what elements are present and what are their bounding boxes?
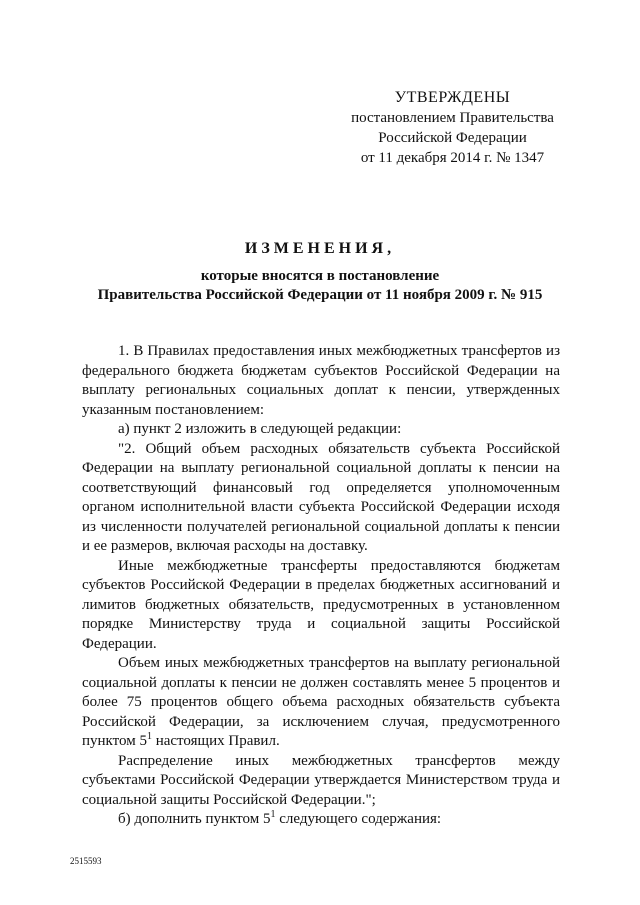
paragraph-5-tail: настоящих Правил. (151, 733, 280, 749)
paragraph-5-text: Объем иных межбюджетных трансфертов на выплату региональной социальной доплаты к пенсии не должен составлять менее 5 процентов и более 75 процентов общего объема расходных обязательств субъекта Российской Федерации, за исключением случая, предусмотренного пунктом 5 (82, 655, 560, 749)
subtitle-line-1: которые вносятся в постановление (200, 268, 440, 284)
document-title: ИЗМЕНЕНИЯ, (244, 240, 396, 257)
paragraph-5 (82, 654, 560, 752)
paragraph-7-text: б) дополнить пунктом 5 (118, 811, 271, 827)
approval-line-3: от 11 декабря 2014 г. № 1347 (360, 150, 545, 166)
paragraph-3: "2. Общий объем расходных обязательств субъекта Российской Федерации на выплату региональной социальной доплаты к пенсии на соответствующий финансовый год определяется уполномоченным органом исполнительной власти субъекта Российской Федерации исходя из численности получателей региональной социальной доплаты к пенсии и ее размеров, включая расходы на доставку. (82, 440, 560, 554)
paragraph-7-tail: следующего содержания: (275, 811, 442, 827)
approval-line-1: постановлением Правительства (351, 110, 554, 126)
paragraph-6: Распределение иных межбюджетных трансфертов между субъектами Российской Федерации утверждается Министерством труда и социальной защиты Российской Федерации."; (82, 752, 560, 808)
subtitle-line-2: Правительства Российской Федерации от 11 ноября 2009 г. № 915 (97, 287, 543, 303)
document-subtitle (60, 267, 580, 305)
document-body (82, 342, 560, 830)
approval-title: УТВЕРЖДЕНЫ (394, 89, 511, 106)
document-code: 2515593 (70, 856, 102, 866)
paragraph-2: а) пункт 2 изложить в следующей редакции: (118, 421, 402, 437)
approval-block (345, 88, 560, 168)
paragraph-7-superscript: 1 (270, 809, 276, 820)
paragraph-7 (82, 810, 560, 830)
paragraph-1: 1. В Правилах предоставления иных межбюджетных трансфертов из федерального бюджета бюджетам субъектов Российской Федерации на выплату региональных социальных доплат к пенсии, утвержденных указанным постановлением: (82, 343, 560, 418)
approval-line-2: Российской Федерации (378, 130, 527, 146)
paragraph-4: Иные межбюджетные трансферты предоставляются бюджетам субъектов Российской Федерации в пределах бюджетных ассигнований и лимитов бюджетных обязательств, предусмотренных в установленном порядке Министерству труда и социальной защиты Российской Федерации. (82, 557, 560, 652)
paragraph-5-superscript: 1 (146, 731, 152, 742)
